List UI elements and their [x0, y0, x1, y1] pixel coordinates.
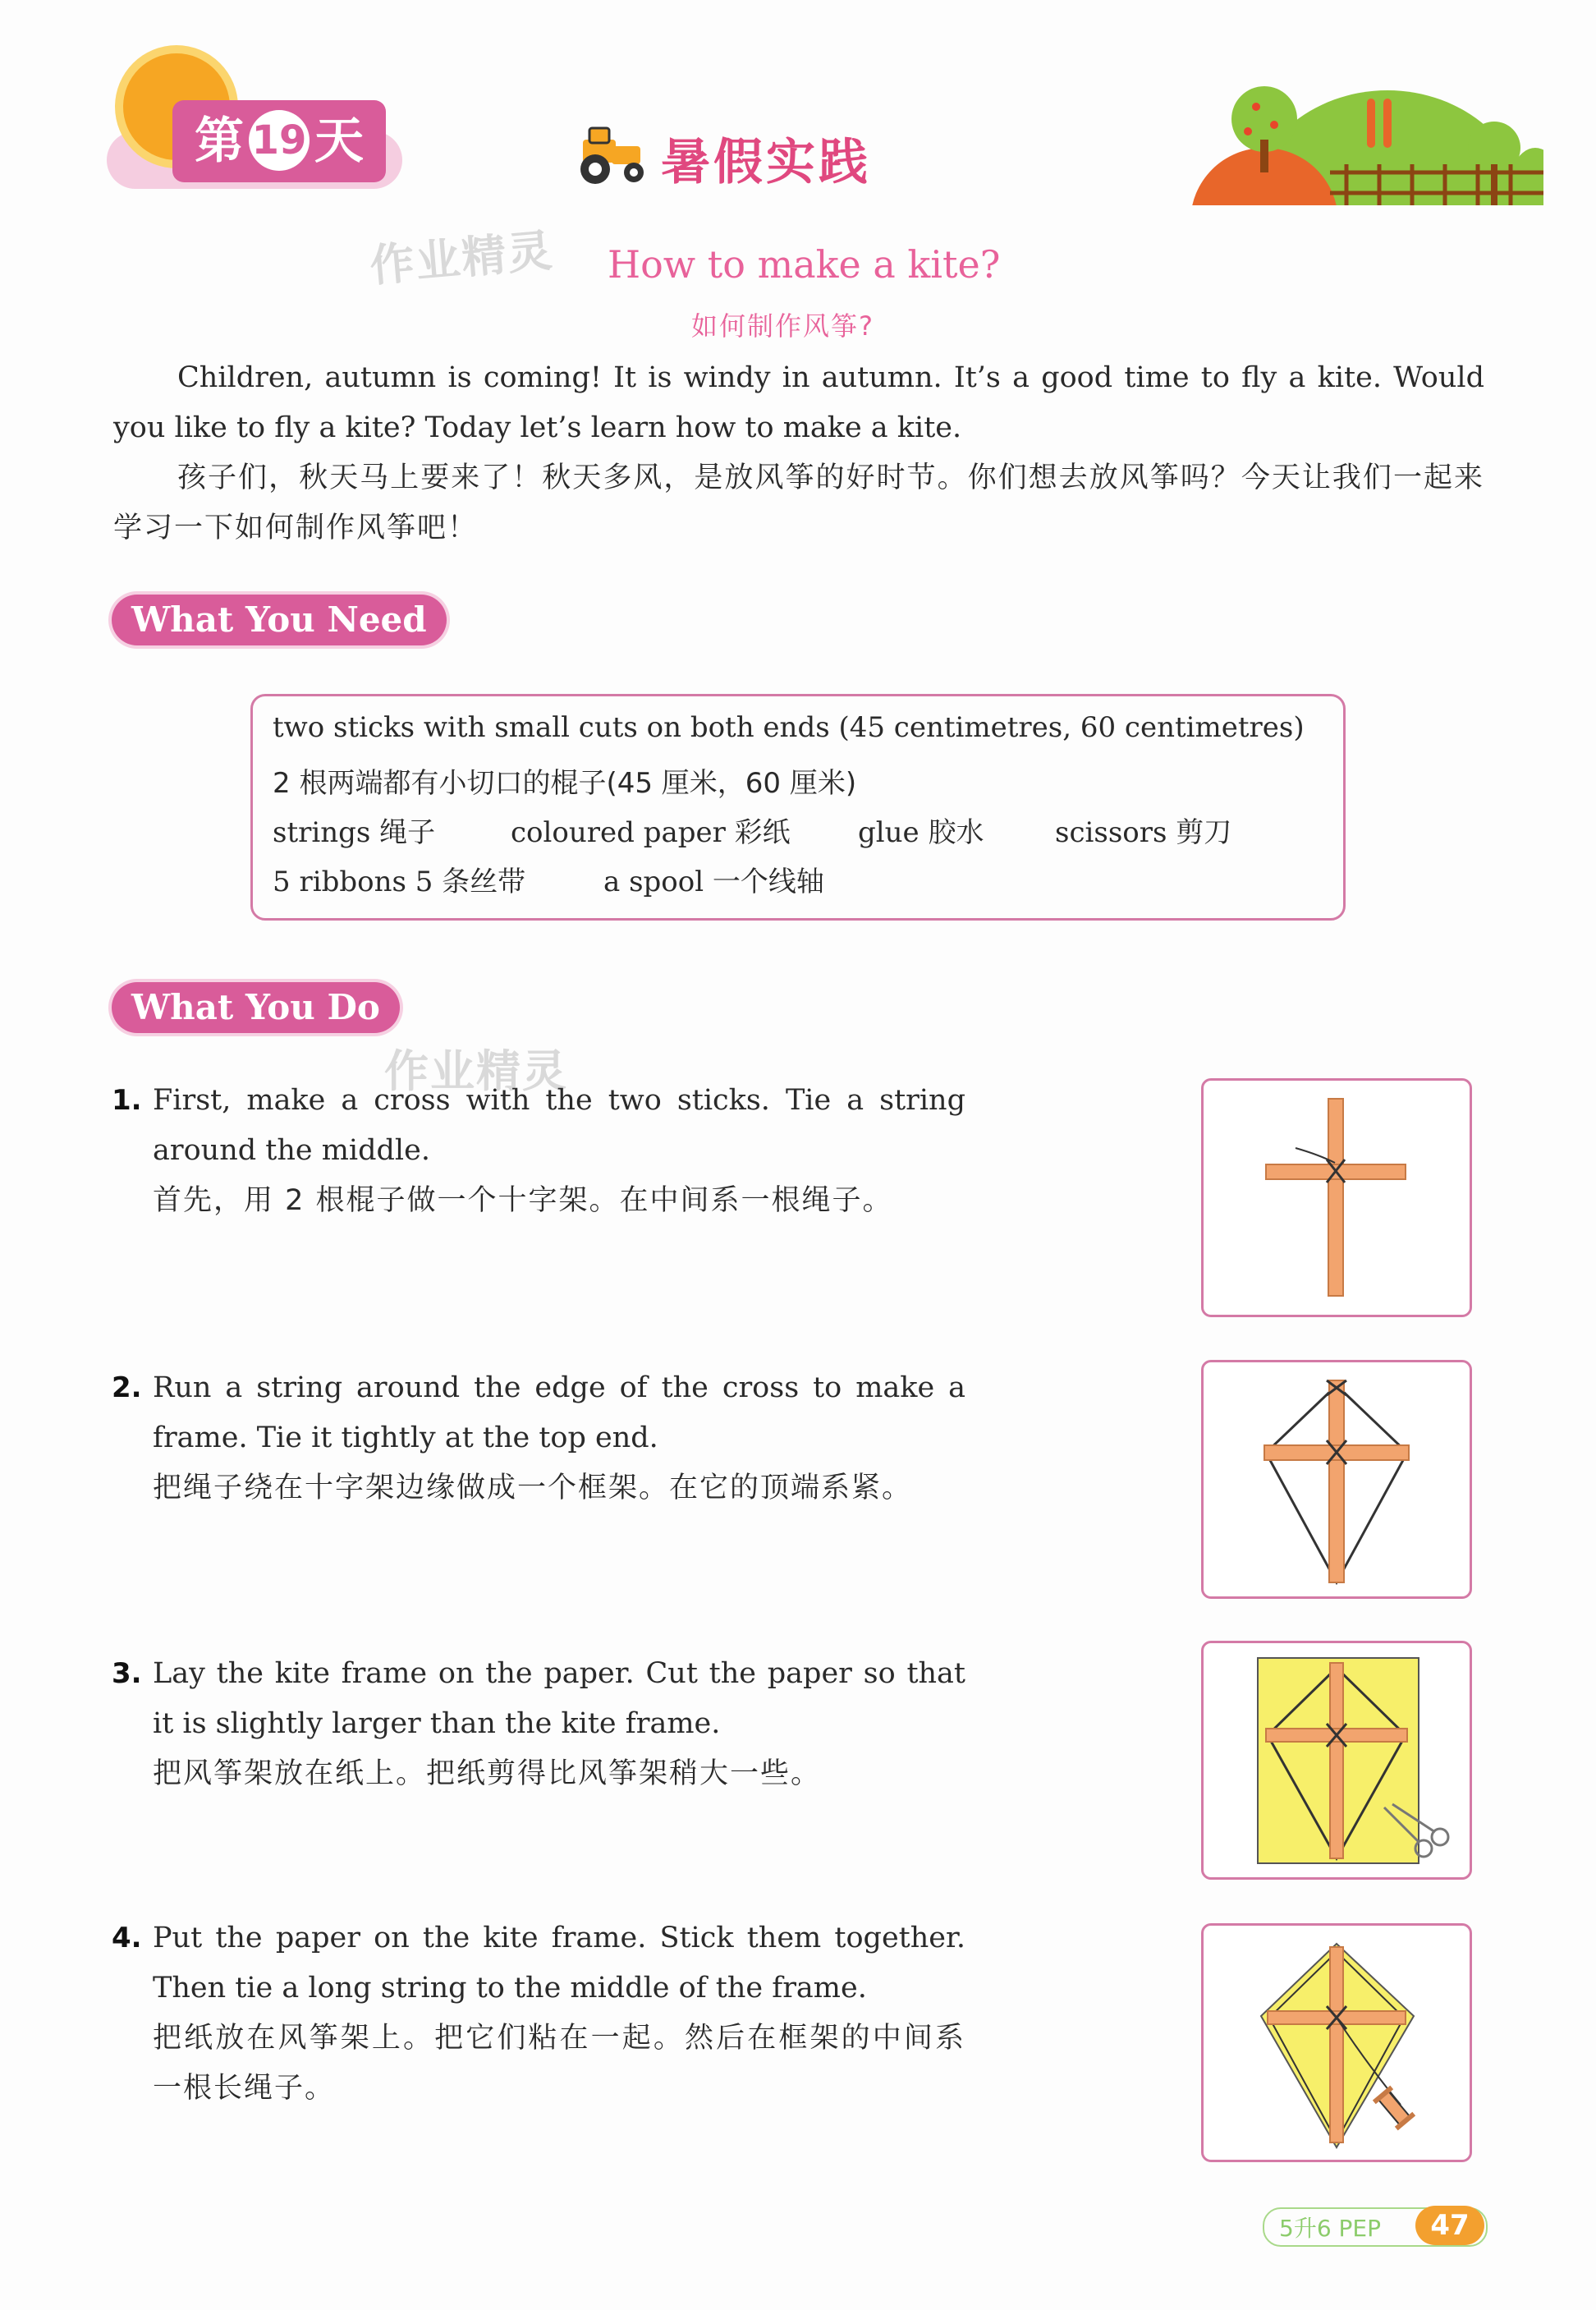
farm-scene-illustration — [1182, 49, 1543, 205]
article-title-cn: 如何制作风筝? — [691, 310, 874, 342]
step-text-cn: 首先，用 2 根棍子做一个十字架。在中间系一根绳子。 — [153, 1184, 893, 1217]
watermark: 作业精灵 — [368, 224, 556, 292]
step-4-illustration — [1201, 1923, 1472, 2162]
step-text-en: Put the paper on the kite frame. Stick them together. Then tie a long string to the middle of the frame. — [153, 1922, 965, 2005]
step-number: 3. — [112, 1657, 142, 1690]
step-3-illustration — [1201, 1641, 1472, 1880]
materials-item: scissors 剪刀 — [1055, 816, 1232, 849]
step-text-cn: 把绳子绕在十字架边缘做成一个框架。在它的顶端系紧。 — [153, 1472, 913, 1504]
what-you-need-heading: What You Need — [112, 595, 447, 645]
step-text — [153, 1076, 965, 1226]
materials-item: glue 胶水 — [858, 816, 984, 849]
materials-item: strings 绳子 — [273, 816, 436, 849]
grade-label: 5升6 PEP — [1279, 2215, 1381, 2242]
what-you-do-heading: What You Do — [112, 982, 400, 1033]
step-text-cn: 把纸放在风筝架上。把它们粘在一起。然后在框架的中间系一根长绳子。 — [153, 2022, 965, 2105]
step-text-en: Run a string around the edge of the cross to make a frame. Tie it tightly at the top end. — [153, 1371, 965, 1454]
step-text-en: First, make a cross with the two sticks. Tie a string around the middle. — [153, 1084, 965, 1167]
step-text — [153, 1363, 965, 1513]
step-text-cn: 把风筝架放在纸上。把纸剪得比风筝架稍大一些。 — [153, 1757, 822, 1790]
intro-en: Children, autumn is coming! It is windy in autumn. It’s a good time to fly a kite. Would you like to fly a kite? Today let’s learn how to make a kite. — [113, 361, 1484, 444]
step-2-illustration — [1201, 1360, 1472, 1599]
step-text — [153, 1649, 965, 1799]
section-title: 暑假实践 — [661, 134, 871, 191]
day-badge: 第 19 天 — [172, 100, 386, 182]
materials-line-cn: 2 根两端都有小切口的棍子(45 厘米，60 厘米) — [273, 767, 857, 800]
tractor-icon — [566, 122, 657, 187]
step-number: 4. — [112, 1922, 142, 1954]
watermark: 作业精灵 — [384, 1045, 568, 1097]
day-number: 19 — [249, 110, 310, 171]
step-text — [153, 1913, 965, 2114]
step-number: 1. — [112, 1084, 142, 1117]
materials-item: a spool 一个线轴 — [603, 866, 824, 898]
page-number: 47 — [1415, 2206, 1484, 2245]
step-number: 2. — [112, 1371, 142, 1404]
article-title: How to make a kite? — [608, 242, 1001, 287]
materials-item: 5 ribbons 5 条丝带 — [273, 866, 526, 898]
materials-line-en: two sticks with small cuts on both ends (45 centimetres, 60 centimetres) — [273, 711, 1305, 744]
intro-cn: 孩子们，秋天马上要来了！秋天多风，是放风筝的好时节。你们想去放风筝吗？今天让我们一起来学习一下如何制作风筝吧！ — [113, 462, 1484, 544]
materials-item: coloured paper 彩纸 — [511, 816, 791, 849]
step-text-en: Lay the kite frame on the paper. Cut the paper so that it is slightly larger than the kite frame. — [153, 1657, 965, 1740]
step-1-illustration — [1201, 1078, 1472, 1317]
